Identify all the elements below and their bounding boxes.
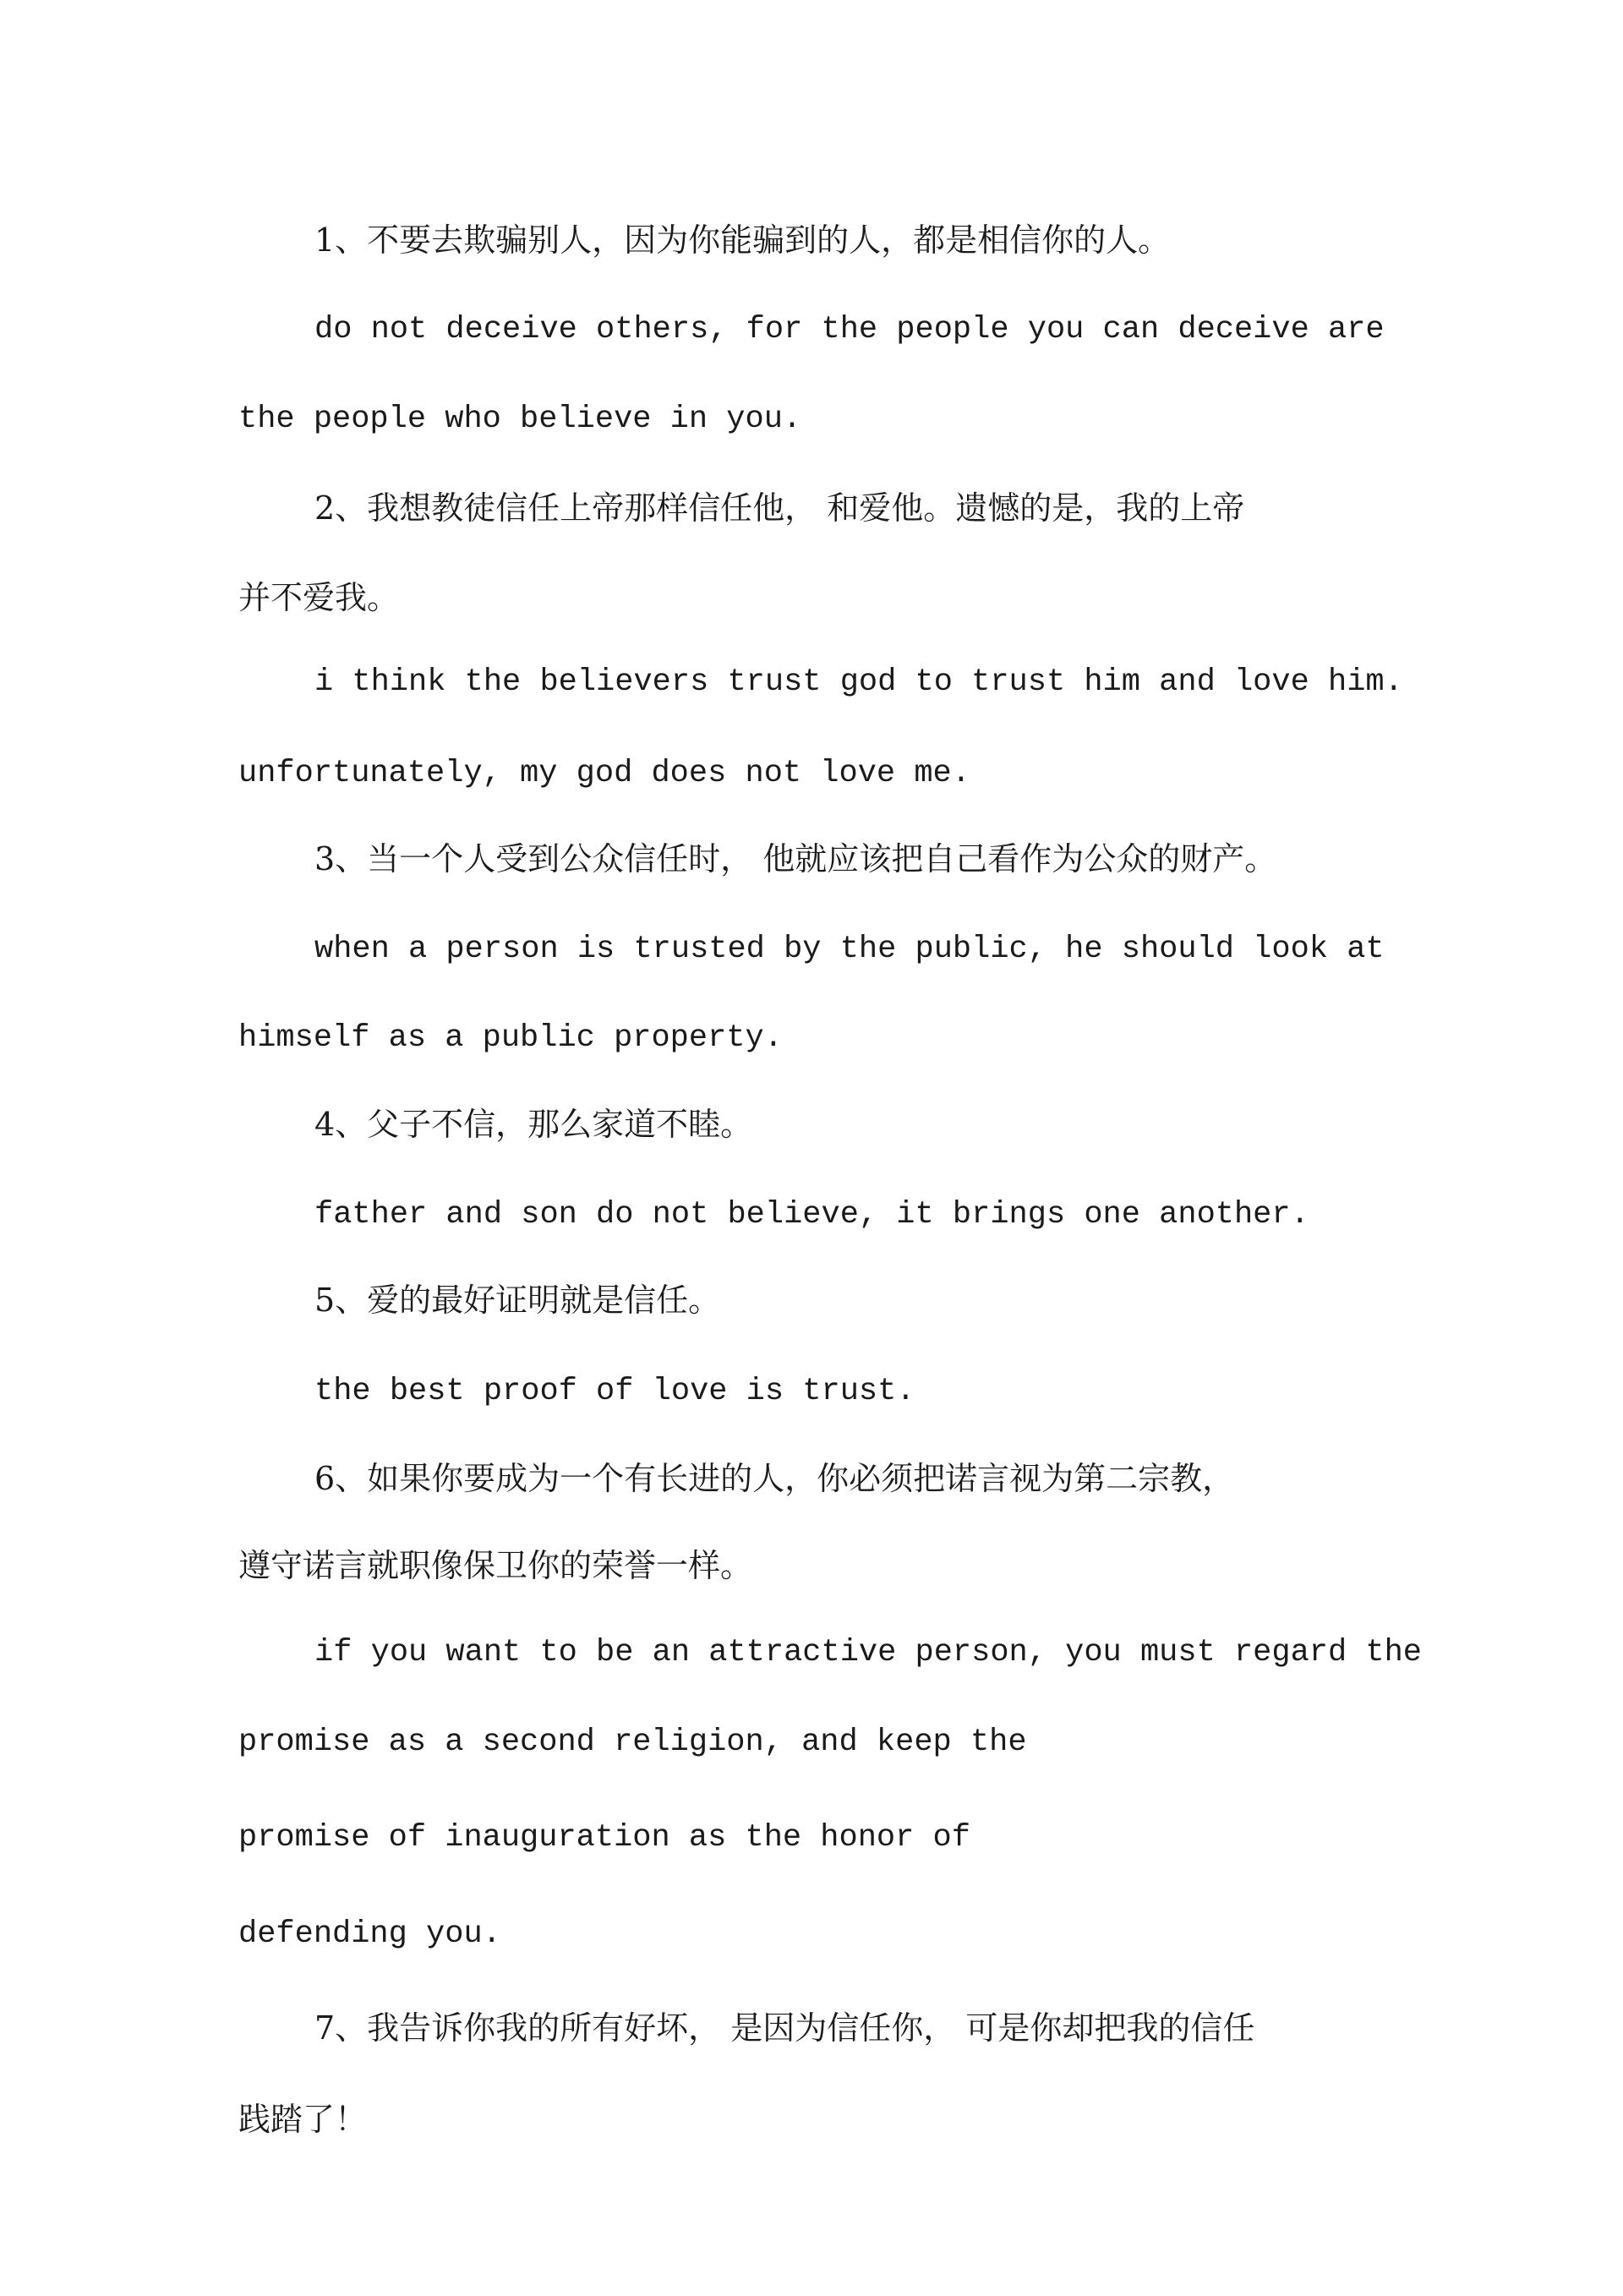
quote-3-chinese: 3、当一个人受到公众信任时， 他就应该把自己看作为公众的财产。 [314, 840, 1277, 877]
quote-2-english-line-2: unfortunately, my god does not love me. [238, 756, 970, 791]
quote-6-chinese-line-1: 6、如果你要成为一个有长进的人，你必须把诺言视为第二宗教， [314, 1460, 1235, 1497]
quote-5-chinese: 5、爱的最好证明就是信任。 [314, 1282, 721, 1319]
quote-7-chinese-line-1: 7、我告诉你我的所有好坏， 是因为信任你， 可是你却把我的信任 [314, 2009, 1255, 2047]
quote-6-english-line-4: defending you. [238, 1916, 501, 1952]
quote-6-english-line-2: promise as a second religion, and keep the [238, 1725, 1027, 1760]
quote-1-english-line-1: do not deceive others, for the people you can deceive are [314, 312, 1385, 347]
quote-1-english-line-2: the people who believe in you. [238, 402, 802, 437]
quote-1-chinese: 1、不要去欺骗别人，因为你能骗到的人，都是相信你的人。 [314, 221, 1171, 259]
quote-4-english: father and son do not believe, it brings one another. [314, 1197, 1309, 1233]
quote-3-english-line-2: himself as a public property. [238, 1020, 783, 1056]
quote-6-english-line-1: if you want to be an attractive person, you must regard the [314, 1635, 1423, 1670]
quote-6-english-line-3: promise of inauguration as the honor of [238, 1820, 970, 1856]
quote-7-chinese-line-2: 践踏了！ [238, 2101, 368, 2138]
quote-5-english: the best proof of love is trust. [314, 1374, 915, 1409]
quote-3-english-line-1: when a person is trusted by the public, he should look at [314, 932, 1385, 967]
quote-2-english-line-1: i think the believers trust god to trust him and love him. [314, 664, 1403, 700]
quote-6-chinese-line-2: 遵守诺言就职像保卫你的荣誉一样。 [238, 1547, 753, 1584]
quote-2-chinese-line-1: 2、我想教徒信任上帝那样信任他， 和爱他。遗憾的是，我的上帝 [314, 489, 1245, 527]
quote-2-chinese-line-2: 并不爱我。 [238, 579, 400, 616]
quote-4-chinese: 4、父子不信，那么家道不睦。 [314, 1106, 753, 1143]
